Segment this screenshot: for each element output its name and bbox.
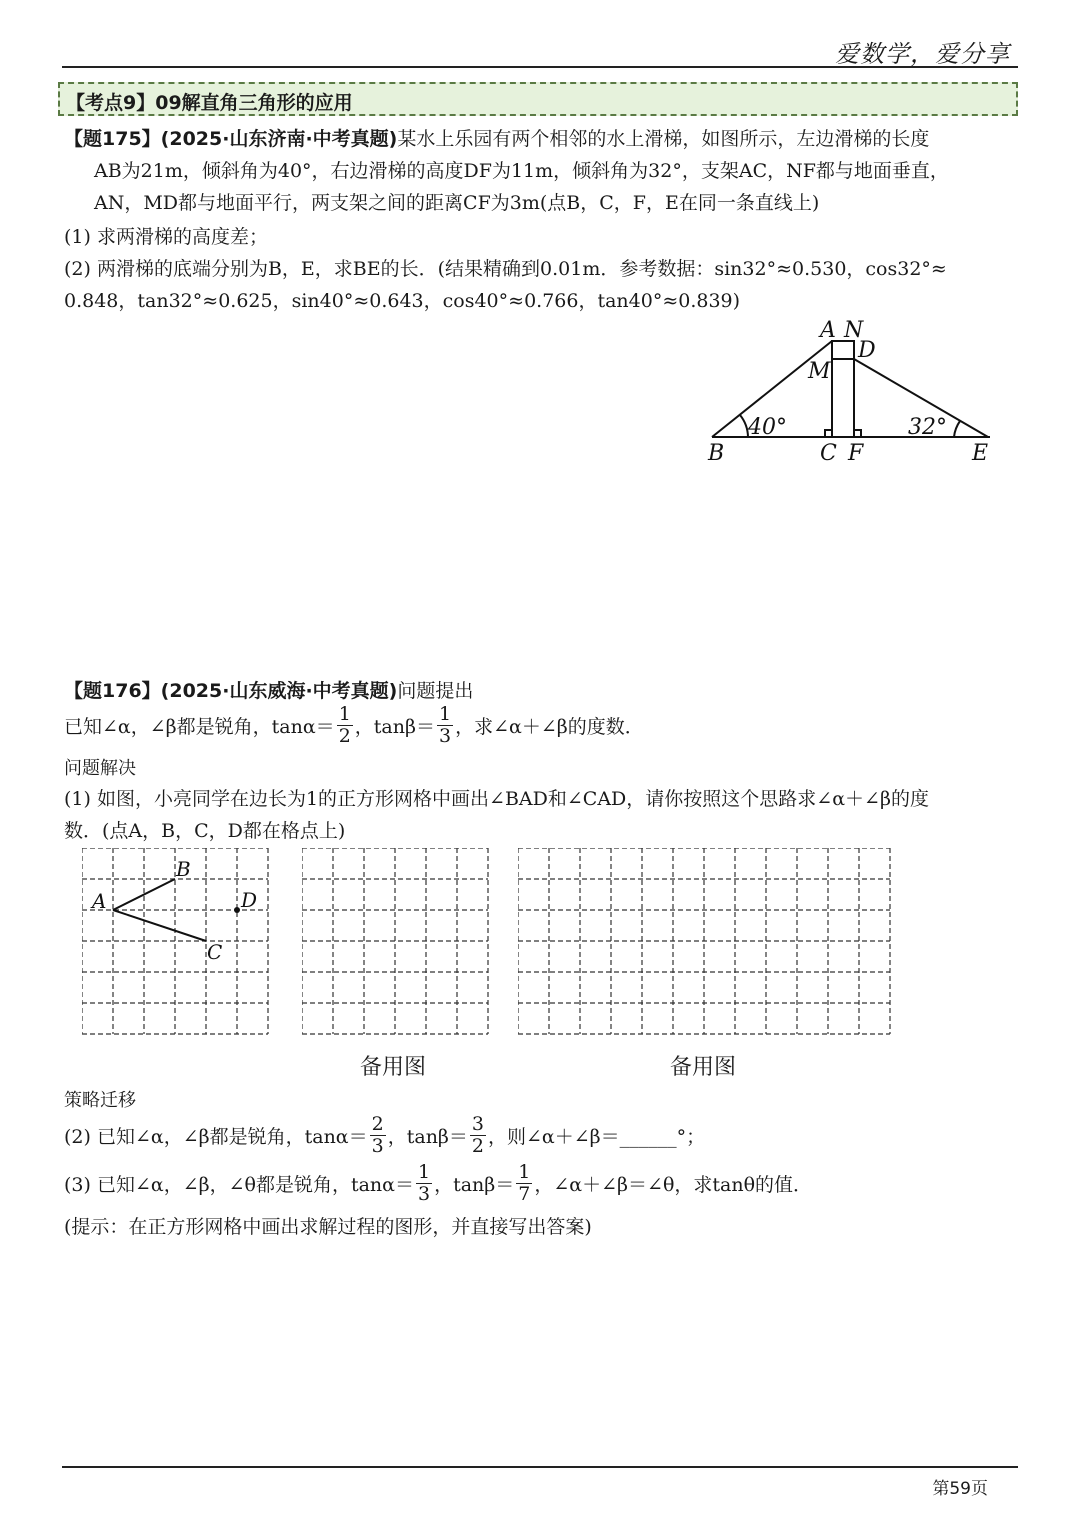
frac-den: 7 (518, 1182, 531, 1205)
frac-num: 1 (418, 1160, 431, 1183)
frac-num: 1 (518, 1160, 531, 1183)
header-slogan: 爱数学，爱分享 (835, 40, 1010, 68)
q176-given-a: 已知∠α，∠β都是锐角，tanα＝ (64, 715, 335, 738)
header-rule (62, 66, 1018, 68)
frac-num: 2 (371, 1112, 384, 1135)
q176-p2b: ，tanβ＝ (387, 1125, 468, 1148)
angle-arc-right (954, 421, 960, 437)
label-b: B (708, 441, 725, 466)
frac-den: 3 (418, 1182, 431, 1205)
q176-strategy-heading: 策略迁移 (64, 1090, 136, 1111)
footer-rule (62, 1466, 1018, 1468)
q176-frac-b (437, 704, 453, 747)
point-d (234, 907, 240, 913)
q175-line2: AB为21m，倾斜角为40°，右边滑梯的高度DF为11m，倾斜角为32°，支架AC，NF都与地面垂直， (94, 160, 949, 182)
q176-p3c: ，∠α＋∠β＝∠θ，求tanθ的值． (534, 1173, 813, 1196)
q176-p2 (64, 1110, 705, 1160)
slide-figure (700, 315, 1010, 470)
q176-p2a: (2) 已知∠α，∠β都是锐角，tanα＝ (64, 1125, 368, 1148)
segment-ac (113, 910, 206, 941)
q176-hint: (提示：在正方形网格中画出求解过程的图形，并直接写出答案) (64, 1216, 592, 1238)
q176-p3b: ，tanβ＝ (434, 1173, 515, 1196)
label-f: F (848, 441, 864, 466)
q176-p2c: ，则∠α＋∠β＝______°； (488, 1125, 706, 1148)
grid-label-a: A (92, 889, 107, 913)
grid-main (82, 848, 272, 1038)
grid-spare-1 (302, 848, 492, 1038)
q176-tag: 【题176】(2025·山东威海·中考真题) (64, 680, 398, 702)
q176-frac-a (337, 704, 353, 747)
q175-tag: 【题175】(2025·山东济南·中考真题) (64, 128, 398, 150)
q176-solve-heading: 问题解决 (64, 758, 136, 779)
q176-given-b: ，tanβ＝ (354, 715, 435, 738)
topic-banner (58, 82, 1018, 116)
label-a: A (820, 318, 836, 343)
q175-part2a: (2) 两滑梯的底端分别为B，E，求BE的长．(结果精确到0.01m．参考数据：sin32°≈0.530，cos32°≈ (64, 258, 947, 280)
q175-line1 (64, 124, 929, 151)
grid-label-c: C (207, 940, 223, 964)
frac-num: 1 (438, 702, 452, 725)
label-m: M (808, 359, 831, 384)
q176-p3 (64, 1158, 812, 1208)
q176-p3-frac-b (516, 1162, 532, 1205)
q176-p3-frac-a (416, 1162, 432, 1205)
angle-arc-left (740, 415, 748, 437)
support-frame (832, 341, 854, 437)
q176-p1a: (1) 如图，小亮同学在边长为1的正方形网格中画出∠BAD和∠CAD，请你按照这个思路求∠α＋∠β的度 (64, 788, 929, 810)
angle-label-40: 40° (748, 415, 787, 440)
q176-p1b: 数．(点A，B，C，D都在格点上) (64, 820, 346, 842)
frac-num: 1 (338, 702, 351, 725)
grid-label-b: B (176, 857, 191, 881)
page-number: 第59页 (932, 1479, 988, 1499)
frac-den: 3 (438, 724, 452, 747)
label-e: E (972, 441, 989, 466)
q176-p3a: (3) 已知∠α，∠β，∠θ都是锐角，tanα＝ (64, 1173, 414, 1196)
q176-title (64, 676, 473, 703)
right-angle-f (854, 430, 861, 437)
frac-num: 3 (471, 1112, 485, 1135)
angle-label-32: 32° (908, 415, 947, 440)
frac-den: 3 (371, 1134, 384, 1157)
label-d: D (858, 338, 876, 363)
q175-line3: AN，MD都与地面平行，两支架之间的距离CF为3m(点B，C，F，E在同一条直线上) (94, 192, 820, 214)
caption-spare-1: 备用图 (360, 1055, 427, 1080)
right-angle-c (825, 430, 832, 437)
q175-part1: (1) 求两滑梯的高度差； (64, 226, 268, 248)
caption-spare-2: 备用图 (670, 1055, 737, 1080)
grid-spare-2 (518, 848, 894, 1038)
q175-part2b: 0.848，tan32°≈0.625，sin40°≈0.643，cos40°≈0.766，tan40°≈0.839) (64, 290, 741, 312)
label-c: C (820, 441, 837, 466)
q176-title-tail: 问题提出 (397, 680, 474, 702)
q175-text1: 某水上乐园有两个相邻的水上滑梯，如图所示，左边滑梯的长度 (397, 128, 930, 150)
q176-given (64, 700, 644, 750)
grid-label-d: D (241, 888, 258, 912)
frac-den: 2 (471, 1134, 485, 1157)
topic-banner-title: 【考点9】09解直角三角形的应用 (66, 92, 353, 114)
frac-den: 2 (338, 724, 351, 747)
label-n: N (844, 318, 864, 343)
q176-p2-frac-b (470, 1114, 486, 1157)
q176-given-c: ，求∠α＋∠β的度数． (455, 715, 644, 738)
q176-p2-frac-a (370, 1114, 386, 1157)
